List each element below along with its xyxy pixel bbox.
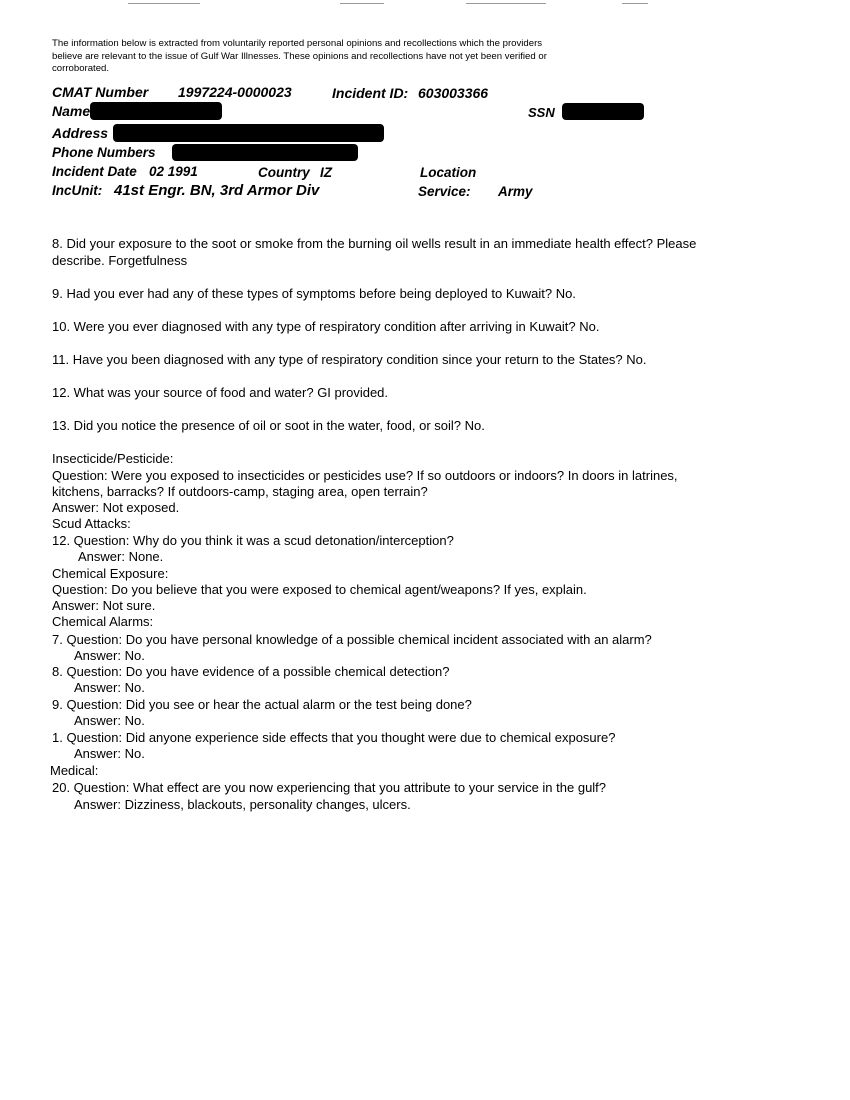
section-question: Question: Do you believe that you were exposed to chemical agent/weapons? If yes, explain. xyxy=(52,582,587,597)
address-label: Address xyxy=(52,125,109,141)
phone-redaction xyxy=(172,144,358,161)
disclaimer: The information below is extracted from voluntarily reported personal opinions and recollections which the providers believe are relevant to the issue of Gulf War Illnesses. These opinions and recollections have not yet been verified or corroborated. xyxy=(52,38,547,74)
section-question: Question: Were you exposed to insecticides or pesticides use? If so outdoors or indoors? In doors in latrines, xyxy=(52,468,678,483)
section-answer: Answer: No. xyxy=(74,680,145,695)
incident-id-value: 603003366 xyxy=(418,85,489,101)
section-heading: Scud Attacks: xyxy=(52,516,131,531)
name-redaction xyxy=(90,102,222,120)
phone-label: Phone Numbers xyxy=(52,145,156,160)
cmat-label: CMAT Number xyxy=(52,84,149,100)
section-heading: Chemical Alarms: xyxy=(52,614,154,629)
country-value: IZ xyxy=(320,165,332,180)
section-answer: Answer: No. xyxy=(74,746,145,761)
service-value: Army xyxy=(498,184,533,199)
section-question: 8. Question: Do you have evidence of a possible chemical detection? xyxy=(52,664,450,679)
ssn-label: SSN xyxy=(528,105,555,120)
question-11: 11. Have you been diagnosed with any type of respiratory condition since your return to the States? No. xyxy=(52,352,647,367)
cmat-value: 1997224-0000023 xyxy=(178,84,292,100)
incunit-value: 41st Engr. BN, 3rd Armor Div xyxy=(114,182,320,199)
question-12: 12. What was your source of food and water? GI provided. xyxy=(52,385,389,400)
section-heading: Insecticide/Pesticide: xyxy=(52,451,174,466)
incunit-label: IncUnit: xyxy=(52,183,103,198)
question-13: 13. Did you notice the presence of oil or soot in the water, food, or soil? No. xyxy=(52,418,485,433)
ssn-redaction xyxy=(562,103,644,120)
section-question: 12. Question: Why do you think it was a scud detonation/interception? xyxy=(52,533,454,548)
section-answer: Answer: None. xyxy=(78,549,164,564)
section-question: 1. Question: Did anyone experience side effects that you thought were due to chemical exposure? xyxy=(52,730,616,745)
question-9: 9. Had you ever had any of these types of symptoms before being deployed to Kuwait? No. xyxy=(52,286,576,301)
section-question: 9. Question: Did you see or hear the actual alarm or the test being done? xyxy=(52,697,472,712)
incident-date-label: Incident Date xyxy=(52,164,137,179)
section-answer: Answer: Not exposed. xyxy=(52,500,180,515)
section-answer: Answer: No. xyxy=(74,648,145,663)
question-10: 10. Were you ever diagnosed with any type of respiratory condition after arriving in Kuwait? No. xyxy=(52,319,600,334)
location-label: Location xyxy=(420,165,477,180)
question-8: 8. Did your exposure to the soot or smoke from the burning oil wells result in an immediate health effect? Please describe. Forgetfulness xyxy=(52,236,697,268)
section-question: kitchens, barracks? If outdoors-camp, staging area, open terrain? xyxy=(52,484,428,499)
country-label: Country xyxy=(258,165,310,180)
service-label: Service: xyxy=(418,184,471,199)
name-label: Name xyxy=(52,103,91,119)
top-rule xyxy=(622,3,648,4)
section-answer: Answer: Not sure. xyxy=(52,598,156,613)
incident-id-label: Incident ID: xyxy=(332,85,409,101)
top-rule xyxy=(128,3,200,4)
address-redaction xyxy=(113,124,384,142)
section-heading: Medical: xyxy=(50,763,99,778)
section-question: 7. Question: Do you have personal knowledge of a possible chemical incident associated with an alarm? xyxy=(52,632,652,647)
incident-date-value: 02 1991 xyxy=(149,164,198,179)
section-heading: Chemical Exposure: xyxy=(52,566,169,581)
top-rule xyxy=(466,3,546,4)
section-answer: Answer: No. xyxy=(74,713,145,728)
section-question: 20. Question: What effect are you now experiencing that you attribute to your service in the gulf? xyxy=(52,780,607,795)
section-answer: Answer: Dizziness, blackouts, personality changes, ulcers. xyxy=(74,797,411,812)
top-rule xyxy=(340,3,384,4)
